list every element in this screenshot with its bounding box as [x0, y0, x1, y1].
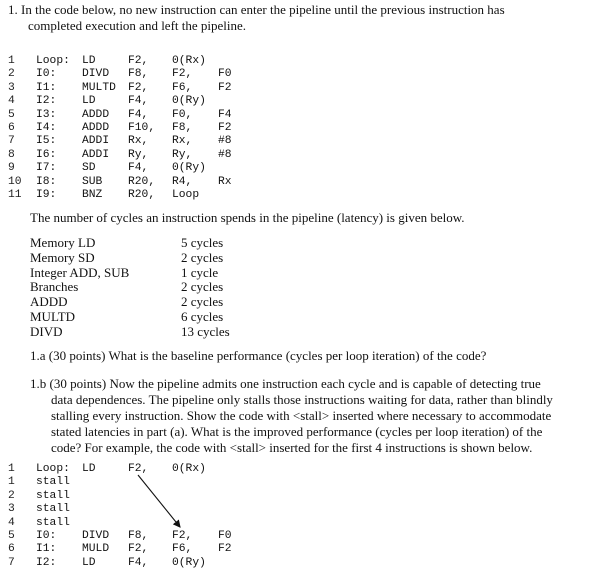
code-opcode: ADDI	[82, 135, 110, 148]
example-label: I1:	[36, 543, 57, 556]
latency-instruction: ADDD	[30, 294, 68, 310]
code-operand-b: Loop	[172, 189, 200, 201]
code-opcode: ADDD	[82, 108, 110, 121]
code-label: I1:	[36, 81, 57, 94]
example-label: stall	[36, 476, 70, 489]
example-line-number: 2	[8, 489, 15, 502]
example-label: stall	[36, 503, 70, 516]
example-label: I0:	[36, 530, 57, 542]
code-line-number: 7	[8, 135, 15, 148]
code-operand-c: F0	[218, 68, 232, 81]
example-operand-c: F0	[218, 530, 232, 542]
example-line-number: 1	[8, 463, 15, 475]
latency-intro: The number of cycles an instruction spends in the pipeline (latency) is given below.	[30, 210, 465, 225]
code-line-number: 8	[8, 148, 15, 161]
code-line-number: 10	[8, 175, 22, 188]
code-label: I8:	[36, 175, 57, 188]
example-opcode: LD	[82, 463, 96, 475]
code-operand-c: F2	[218, 122, 232, 134]
example-operand-b: 0(Rx)	[172, 463, 206, 475]
code-operand-c: F4	[218, 108, 232, 121]
code-operand-a: F4,	[128, 162, 149, 175]
code-operand-a: F2,	[128, 55, 149, 67]
example-label: stall	[36, 489, 70, 502]
latency-instruction: MULTD	[30, 309, 76, 324]
question-1b-line-1: 1.b (30 points) Now the pipeline admits one instruction each cycle and is capable of detecting true	[30, 376, 541, 391]
code-line-number: 6	[8, 122, 15, 134]
example-label: I2:	[36, 556, 57, 569]
latency-cycles: 6 cycles	[181, 309, 224, 324]
example-opcode: DIVD	[82, 530, 110, 542]
latency-cycles: 1 cycle	[181, 264, 219, 280]
question-1b-line-2: data dependences. The pipeline only stalls those instructions waiting for data, rather than blindly	[51, 392, 553, 407]
code-operand-b: Rx,	[172, 135, 193, 148]
latency-cycles: 2 cycles	[181, 294, 224, 310]
example-label: Loop:	[36, 463, 70, 475]
code-opcode: BNZ	[82, 189, 103, 201]
code-opcode: ADDD	[82, 122, 110, 134]
code-label: I0:	[36, 68, 57, 81]
latency-cycles: 2 cycles	[181, 249, 224, 265]
example-operand-a: F2,	[128, 463, 149, 475]
code-line-number: 5	[8, 108, 15, 121]
latency-instruction: Memory SD	[30, 249, 95, 265]
example-line-number: 4	[8, 516, 15, 529]
code-operand-c: Rx	[218, 175, 232, 188]
code-label: I9:	[36, 189, 57, 201]
example-operand-a: F4,	[128, 556, 149, 569]
code-operand-b: R4,	[172, 175, 193, 188]
code-operand-a: Rx,	[128, 135, 149, 148]
example-line-number: 3	[8, 503, 15, 516]
code-label: I4:	[36, 122, 57, 134]
code-opcode: MULTD	[82, 81, 116, 94]
example-operand-c: F2	[218, 543, 232, 556]
code-line-number: 2	[8, 68, 15, 81]
question-1a: 1.a (30 points) What is the baseline performance (cycles per loop iteration) of the code?	[30, 348, 487, 363]
code-operand-b: F0,	[172, 108, 193, 121]
code-operand-a: F4,	[128, 108, 149, 121]
example-opcode: MULD	[82, 543, 110, 556]
code-operand-a: F2,	[128, 81, 149, 94]
code-opcode: LD	[82, 55, 96, 67]
code-line-number: 1	[8, 55, 15, 67]
question-1b-line-4: stated latencies in part (a). What is the improved performance (cycles per loop iteration) of the	[51, 424, 543, 439]
latency-cycles: 13 cycles	[181, 323, 230, 339]
example-line-number: 7	[8, 556, 15, 569]
latency-instruction: DIVD	[30, 323, 63, 339]
question-1b-line-3: stalling every instruction. Show the code with <stall> inserted where necessary to accommodate	[51, 408, 552, 423]
code-operand-a: F8,	[128, 68, 149, 81]
code-line-number: 11	[8, 189, 22, 201]
code-operand-c: #8	[218, 135, 232, 148]
code-label: I7:	[36, 162, 57, 175]
code-opcode: SUB	[82, 175, 103, 188]
code-operand-a: Ry,	[128, 148, 149, 161]
code-opcode: DIVD	[82, 68, 110, 81]
example-operand-b: 0(Ry)	[172, 556, 206, 569]
code-operand-b: F8,	[172, 122, 193, 134]
code-operand-a: F4,	[128, 95, 149, 108]
example-label: stall	[36, 516, 70, 529]
code-line-number: 9	[8, 162, 15, 175]
code-operand-b: F2,	[172, 68, 193, 81]
example-operand-b: F2,	[172, 530, 193, 542]
code-label: I5:	[36, 135, 57, 148]
code-line-number: 4	[8, 95, 15, 108]
code-label: I2:	[36, 95, 57, 108]
code-operand-b: Ry,	[172, 148, 193, 161]
example-line-number: 1	[8, 476, 15, 489]
question-intro-line-1: 1. In the code below, no new instruction can enter the pipeline until the previous instruction has	[8, 2, 505, 17]
question-1b-line-5: code? For example, the code with <stall> inserted for the first 4 instructions is shown below.	[51, 440, 533, 455]
code-operand-b: 0(Rx)	[172, 55, 206, 67]
code-opcode: SD	[82, 162, 96, 175]
latency-instruction: Memory LD	[30, 235, 96, 250]
code-label: I6:	[36, 148, 57, 161]
example-line-number: 5	[8, 530, 15, 542]
code-operand-a: R20,	[128, 189, 156, 201]
code-line-number: 3	[8, 81, 15, 94]
latency-instruction: Branches	[30, 279, 79, 295]
code-operand-c: #8	[218, 148, 232, 161]
code-label: I3:	[36, 108, 57, 121]
latency-cycles: 5 cycles	[181, 235, 224, 250]
example-opcode: LD	[82, 556, 96, 569]
code-label: Loop:	[36, 55, 70, 67]
code-operand-b: 0(Ry)	[172, 95, 206, 108]
example-line-number: 6	[8, 543, 15, 556]
latency-cycles: 2 cycles	[181, 279, 224, 295]
latency-instruction: Integer ADD, SUB	[30, 264, 130, 280]
question-intro-line-2: completed execution and left the pipeline.	[28, 18, 247, 33]
code-operand-b: 0(Ry)	[172, 162, 206, 175]
example-operand-a: F2,	[128, 543, 149, 556]
example-operand-b: F6,	[172, 543, 193, 556]
code-operand-b: F6,	[172, 81, 193, 94]
code-opcode: LD	[82, 95, 96, 108]
code-opcode: ADDI	[82, 148, 110, 161]
example-operand-a: F8,	[128, 530, 149, 542]
code-operand-a: R20,	[128, 175, 156, 188]
code-operand-c: F2	[218, 81, 232, 94]
code-operand-a: F10,	[128, 122, 156, 134]
